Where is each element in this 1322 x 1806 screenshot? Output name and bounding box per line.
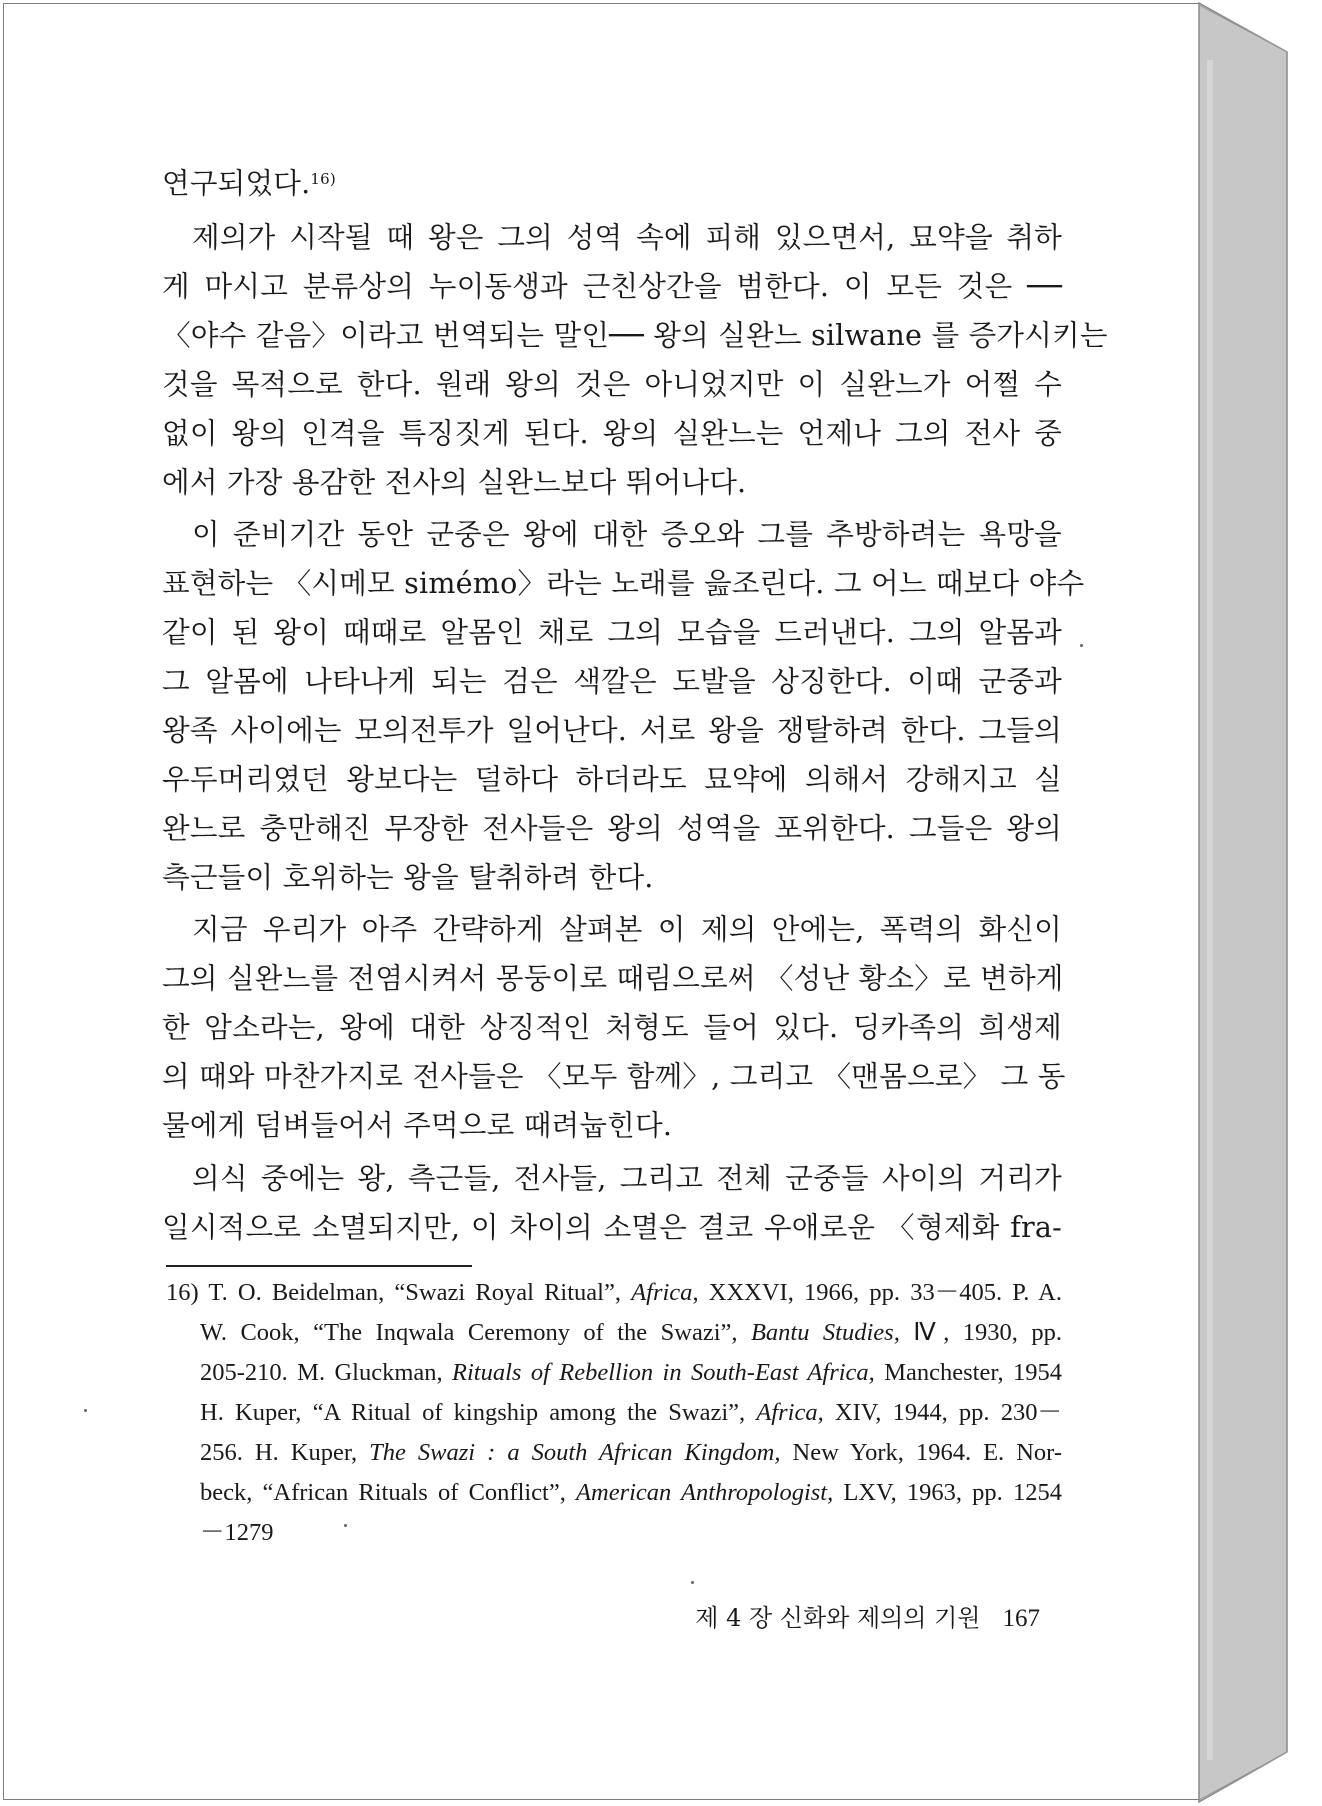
body-line: 왕족 사이에는 모의전투가 일어난다. 서로 왕을 쟁탈하려 한다. 그들의 [162, 713, 1062, 747]
chapter-title: 제 4 장 신화와 제의의 기원 [695, 1604, 981, 1632]
body-line: 그의 실완느를 전염시켜서 몽둥이로 때림으로써 〈성난 황소〉로 변하게 [162, 961, 1064, 995]
body-line: 의식 중에는 왕, 측근들, 전사들, 그리고 전체 군중들 사이의 거리가 [192, 1161, 1062, 1195]
footnote-text-run: Ⅳ, 1930, pp. [899, 1319, 1062, 1346]
body-line: 그 알몸에 나타나게 되는 검은 색깔은 도발을 상징한다. 이때 군중과 [162, 664, 1062, 698]
footnote-line [200, 1433, 1062, 1473]
footnote-text-run: W. Cook, “The Inqwala Ceremony of the Swazi”, [200, 1319, 751, 1346]
footnote-text-run: －1279 [200, 1519, 274, 1546]
footnote-text-run: LXV, 1963, pp. 1254 [833, 1479, 1062, 1506]
footnote-italic-run: Africa [631, 1279, 693, 1306]
footnote-italic-run: Rituals of Rebellion in South-East Africa, [452, 1359, 875, 1386]
footnote-text-run: 205-210. M. Gluckman, [200, 1359, 453, 1386]
footnote-line [200, 1513, 1062, 1553]
body-line: 우두머리였던 왕보다는 덜하다 하더라도 묘약에 의해서 강해지고 실 [162, 762, 1062, 796]
footnote-reference: 16) [310, 170, 336, 188]
page-number: 167 [1002, 1605, 1040, 1632]
body-line: 측근들이 호위하는 왕을 탈취하려 한다. [162, 860, 654, 894]
body-line: 게 마시고 분류상의 누이동생과 근친상간을 범한다. 이 모든 것은 ── [162, 269, 1062, 303]
footnote-italic-run: American Anthropologist, [576, 1479, 834, 1506]
footnote-line [200, 1313, 1062, 1353]
body-line: 〈야수 같음〉이라고 번역되는 말인── 왕의 실완느 silwane 를 증가시키는 [162, 318, 1108, 352]
body-line: 의 때와 마찬가지로 전사들은 〈모두 함께〉, 그리고 〈맨몸으로〉 그 동 [162, 1059, 1066, 1093]
footnote-line [200, 1353, 1062, 1393]
footnote-text-run: New York, 1964. E. Nor- [780, 1439, 1062, 1466]
body-line [162, 162, 1062, 204]
body-line: 물에게 덤벼들어서 주먹으로 때려눕힌다. [162, 1108, 673, 1142]
body-line: 표현하는 〈시메모 simémo〉라는 노래를 읊조린다. 그 어느 때보다 야수 [162, 566, 1085, 600]
footnote-line [166, 1273, 1062, 1313]
body-line: 에서 가장 용감한 전사의 실완느보다 뛰어나다. [162, 465, 747, 499]
body-line: 완느로 충만해진 무장한 전사들은 왕의 성역을 포위한다. 그들은 왕의 [162, 811, 1062, 845]
body-line: 이 준비기간 동안 군중은 왕에 대한 증오와 그를 추방하려는 욕망을 [192, 517, 1062, 551]
footnote-text-run: XIV, 1944, pp. 230－ [823, 1399, 1062, 1426]
body-line: 것을 목적으로 한다. 원래 왕의 것은 아니었지만 이 실완느가 어쩔 수 [162, 367, 1062, 401]
footnote-italic-run: Bantu Studies, [750, 1319, 900, 1346]
body-line: 일시적으로 소멸되지만, 이 차이의 소멸은 결코 우애로운 〈형제화 fra- [162, 1210, 1062, 1244]
footnote-text-run: beck, “African Rituals of Conflict”, [200, 1479, 577, 1506]
footnote-italic-run: The Swazi : a South African Kingdom, [369, 1439, 781, 1466]
running-footer [695, 1600, 1040, 1637]
body-line: 지금 우리가 아주 간략하게 살펴본 이 제의 안에는, 폭력의 화신이 [192, 912, 1062, 946]
footnote-rule [166, 1265, 472, 1267]
footnote-line [200, 1393, 1062, 1433]
footnote-text-run: 16) T. O. Beidelman, “Swazi Royal Ritual”, [166, 1279, 632, 1306]
footnote-italic-run: Africa, [756, 1399, 824, 1426]
footnote-text-run: 256. H. Kuper, [200, 1439, 370, 1466]
body-line: 한 암소라는, 왕에 대한 상징적인 처형도 들어 있다. 딩카족의 희생제 [162, 1010, 1062, 1044]
footnote-text-run: , XXXVI, 1966, pp. 33－405. P. A. [692, 1279, 1062, 1306]
footnote-text-run: H. Kuper, “A Ritual of kingship among the Swazi”, [200, 1399, 757, 1426]
footnote-text-run: Manchester, 1954 [874, 1359, 1063, 1386]
text-line: 연구되었다. [162, 166, 311, 200]
body-line: 제의가 시작될 때 왕은 그의 성역 속에 피해 있으면서, 묘약을 취하 [192, 220, 1062, 254]
body-line: 없이 왕의 인격을 특징짓게 된다. 왕의 실완느는 언제나 그의 전사 중 [162, 416, 1062, 450]
body-line: 같이 된 왕이 때때로 알몸인 채로 그의 모습을 드러낸다. 그의 알몸과 [162, 615, 1062, 649]
footnote-line [200, 1473, 1062, 1513]
